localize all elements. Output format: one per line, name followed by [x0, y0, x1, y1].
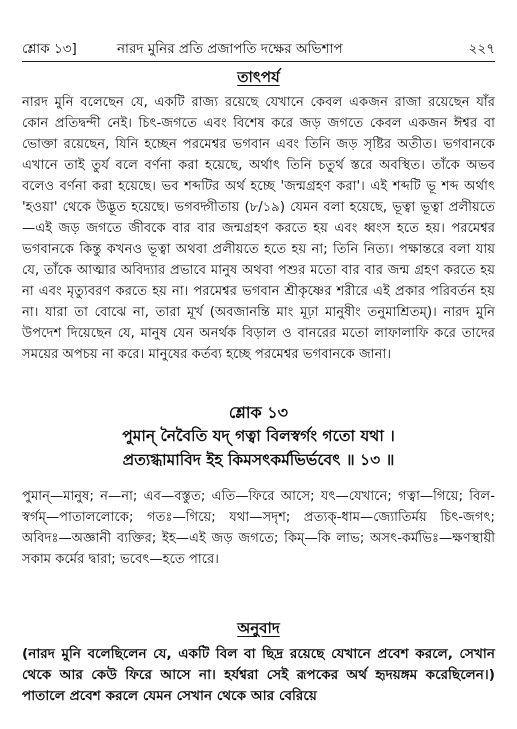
purport-heading: [0, 66, 517, 91]
verse-line-1: পুমান্ নৈবৈতি যদ্ গত্বা বিলস্বর্গং গতো যথা ।: [122, 427, 395, 445]
running-header: [22, 38, 495, 60]
page-number: ২২৭: [468, 41, 495, 57]
verse-heading: শ্লোক ১৩: [228, 403, 289, 422]
translation-text: (নারদ মুনি বলেছিলেন যে, একটি বিল বা ছিদ্র রয়েছে যেখানে প্রবেশ করলে, সেখান থেকে আর কেউ ফিরে আসে না। হর্যশ্বরা সেই রূপকের অর্থ হৃদয়ঙ্গম করেছিলেন।) পাতালে প্রবেশ করলে যেমন সেখান থেকে আর বেরিয়ে: [22, 646, 495, 704]
header-rule: [22, 61, 495, 62]
translation-title: অনুবাদ: [237, 619, 280, 637]
word-synonyms: পুমান্—মানুষ; ন—না; এব—বস্তুত; এতি—ফিরে আসে; যৎ—যেখানে; গত্বা—গিয়ে; বিল-স্বর্গম্—পাতাললোকে; গতঃ—গিয়ে; যথা—সদৃশ; প্রত্যক্-ধাম—জ্যোতির্ময় চিৎ-জগৎ; অবিদঃ—অজ্ঞানী ব্যক্তির; ইহ—এই জড় জগতে; কিম্—কি লাভ; অসৎ-কর্মভিঃ—ক্ষণস্থায়ী সকাম কর্মের দ্বারা; ভবেৎ—হতে পারে।: [22, 489, 495, 567]
header-chapter-title: নারদ মুনির প্রতি প্রজাপতি দক্ষের অভিশাপ: [117, 41, 343, 57]
translation-heading: [0, 617, 517, 642]
header-verse-ref: শ্লোক ১৩]: [22, 41, 77, 57]
verse-line-2: প্রত্যগ্ধামাবিদ ইহ কিমসৎকর্মভির্ভবেৎ ॥ ১৩ ॥: [122, 451, 395, 469]
purport-text: নারদ মুনি বলেছেন যে, একটি রাজ্য রয়েছে যেখানে কেবল একজন রাজা রয়েছেন যাঁর কোন প্রতিদ্বন্দী নেই। চিৎ-জগতে এবং বিশেষ করে জড় জগতে কেবল একজন ঈশ্বর বা ভোক্তা রয়েছেন, যিনি হচ্ছেন পরমেশ্বর ভগবান এবং তিনি জড় সৃষ্টির অতীত। ভগবানকে এখানে তাই তুর্য বলে বর্ণনা করা হয়েছে, অর্থাৎ তিনি চতুর্থ স্তরে অবস্থিত। তাঁকে অভব বলেও বর্ণনা করা হয়েছে। ভব শব্দটির অর্থ হচ্ছে 'জন্মগ্রহণ করা'। এই শব্দটি ভূ শব্দ অর্থাৎ 'হওয়া' থেকে উদ্ভূত হয়েছে। ভগবদ্গীতায় (৮/১৯) যেমন বলা হয়েছে, ভূত্বা ভূত্বা প্রলীয়তে—এই জড় জগতে জীবকে বার বার জন্মগ্রহণ করতে হয় এবং ধ্বংস হতে হয়। পরমেশ্বর ভগবানকে কিন্তু কখনও ভূত্বা অথবা প্রলীয়তে হতে হয় না; তিনি নিত্য। পক্ষান্তরে বলা যায় যে, তাঁকে আত্মার অবিদ্যার প্রভাবে মানুষ অথবা পশুর মতো বার বার জন্ম গ্রহণ করতে হয় না এবং মৃত্যুবরণ করতে হয় না। পরমেশ্বর ভগবান শ্রীকৃষ্ণের শরীরে এই প্রকার পরিবর্তন হয় না। যারা তা বোঝে না, তারা মূর্খ (অবজানন্তি মাং মূঢ়া মানুষীং তনুমাশ্রিতম্)। নারদ মুনি উপদেশ দিয়েছেন যে, মানুষ যেন অনর্থক বিড়াল ও বানরের মতো লাফালাফি করে তাদের সময়ের অপচয় না করে। মানুষের কর্তব্য হচ্ছে পরমেশ্বর ভগবানকে জানা।: [22, 95, 495, 362]
purport-title: তাৎপর্য: [237, 68, 280, 86]
